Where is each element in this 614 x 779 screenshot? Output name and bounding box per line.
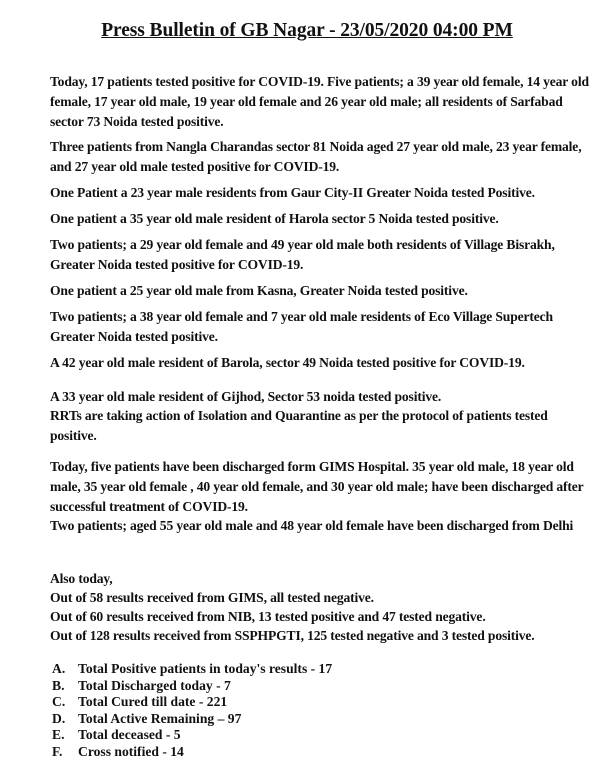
summary-letter: B.: [52, 677, 65, 693]
summary-text: Total Active Remaining – 97: [78, 710, 242, 726]
summary-item: [52, 678, 332, 695]
paragraph-rrt-action: RRTs are taking action of Isolation and Quarantine as per the protocol of patients tested positive.: [50, 408, 548, 443]
summary-text: Cross notified - 14: [78, 743, 184, 759]
paragraph-bisrakh: Two patients; a 29 year old female and 49 year old male both residents of Village Bisrakh, Greater Noida tested positive for COVID-19.: [50, 237, 555, 272]
summary-list: [52, 661, 332, 760]
summary-letter: D.: [52, 710, 66, 726]
paragraph-kasna: One patient a 25 year old male from Kasna, Greater Noida tested positive.: [50, 283, 468, 298]
summary-letter: C.: [52, 694, 66, 709]
summary-item: [52, 661, 332, 678]
summary-text: Total deceased - 5: [78, 727, 181, 742]
paragraph-gims-results: Out of 58 results received from GIMS, all tested negative.: [50, 590, 374, 605]
summary-item: [52, 694, 332, 711]
paragraph-nangla-charandas: Three patients from Nangla Charandas sector 81 Noida aged 27 year old male, 23 year female, and 27 year old male tested positive for COVID-19.: [50, 139, 582, 174]
summary-text: Total Discharged today - 7: [78, 677, 231, 693]
paragraph-gims-discharge: Today, five patients have been discharged form GIMS Hospital. 35 year old male, 18 year old male, 35 year old female , 40 year old female, and 30 year old male; have been discharged after successful treatment of COVID-19.: [50, 459, 584, 514]
paragraph-gijhod: A 33 year old male resident of Gijhod, Sector 53 noida tested positive.: [50, 389, 442, 404]
paragraph-harola: One patient a 35 year old male resident of Harola sector 5 Noida tested positive.: [50, 211, 499, 226]
paragraph-gaur-city: One Patient a 23 year male residents from Gaur City-II Greater Noida tested Positive.: [50, 185, 535, 200]
paragraph-ssphpgti-results: Out of 128 results received from SSPHPGTI, 125 tested negative and 3 tested positive.: [50, 628, 535, 643]
paragraph-also-today: Also today,: [50, 571, 113, 586]
summary-item: [52, 727, 332, 744]
summary-letter: A.: [52, 661, 66, 676]
bulletin-title: Press Bulletin of GB Nagar - 23/05/2020 04:00 PM: [101, 20, 513, 41]
summary-item: [52, 711, 332, 728]
summary-text: Total Cured till date - 221: [78, 694, 228, 709]
summary-letter: E.: [52, 727, 65, 742]
paragraph-nib-results: Out of 60 results received from NIB, 13 tested positive and 47 tested negative.: [50, 609, 486, 624]
paragraph-eco-village: Two patients; a 38 year old female and 7 year old male residents of Eco Village Supertech Greater Noida tested positive.: [50, 309, 553, 344]
paragraph-new-cases: Today, 17 patients tested positive for COVID-19. Five patients; a 39 year old female, 14 year old female, 17 year old male, 19 year old female and 26 year old male; all residents of Sarfabad sector 73 Noida tested positive.: [50, 74, 589, 129]
paragraph-delhi-discharge: Two patients; aged 55 year old male and 48 year old female have been discharged from Delhi: [50, 518, 574, 533]
summary-item: [52, 744, 332, 761]
summary-text: Total Positive patients in today's results - 17: [78, 661, 333, 676]
paragraph-barola: A 42 year old male resident of Barola, sector 49 Noida tested positive for COVID-19.: [50, 355, 525, 370]
summary-letter: F.: [52, 743, 63, 759]
